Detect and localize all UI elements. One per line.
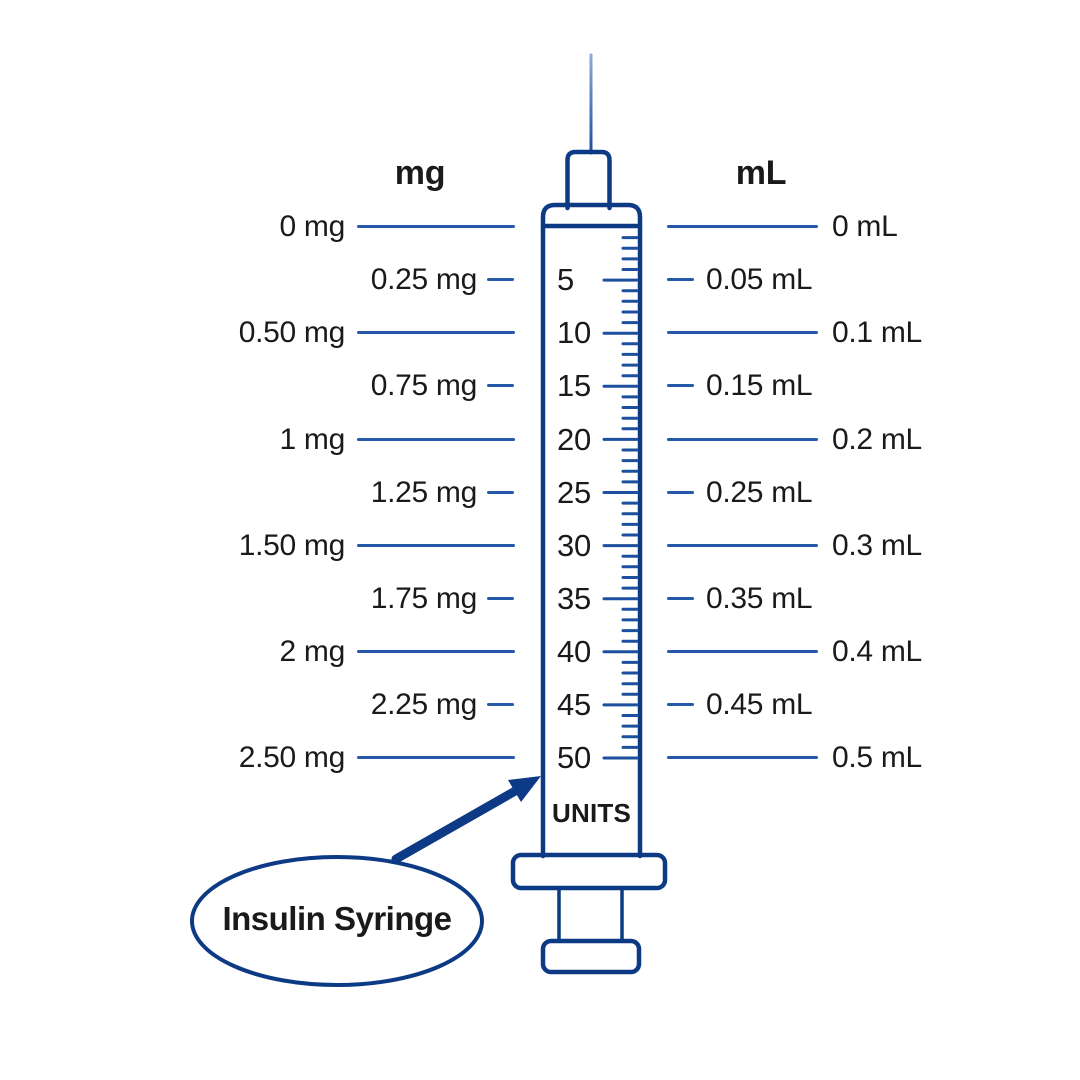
ml-label: 0.4 mL — [832, 635, 922, 668]
mg-label: 0.75 mg — [370, 369, 477, 402]
mg-label: 1.50 mg — [238, 529, 345, 562]
ml-label: 0.45 mL — [706, 688, 813, 721]
ml-scale-line — [667, 331, 818, 334]
mg-scale-line — [357, 225, 515, 228]
ml-scale-line — [667, 544, 818, 547]
callout-text: Insulin Syringe — [222, 900, 452, 937]
needle-hub — [568, 152, 610, 208]
ml-label: 0.1 mL — [832, 316, 922, 349]
ml-scale-dash — [667, 278, 694, 281]
ml-column-header: mL — [735, 154, 787, 192]
ml-scale-line — [667, 756, 818, 759]
mg-label: 2.50 mg — [238, 741, 345, 774]
mg-scale-dash — [487, 278, 514, 281]
units-caption: UNITS — [552, 798, 631, 828]
ml-label: 0.35 mL — [706, 582, 813, 615]
plunger-thumb-rest — [543, 941, 639, 972]
ml-label: 0.15 mL — [706, 369, 813, 402]
ml-scale-dash — [667, 384, 694, 387]
mg-scale-dash — [487, 597, 514, 600]
mg-scale-dash — [487, 491, 514, 494]
mg-column-header: mg — [394, 154, 446, 192]
ml-scale-dash — [667, 597, 694, 600]
mg-scale-line — [357, 331, 515, 334]
ml-scale-line — [667, 438, 818, 441]
mg-label: 1 mg — [279, 423, 345, 456]
mg-label: 2.25 mg — [370, 688, 477, 721]
ml-label: 0.2 mL — [832, 423, 922, 456]
barrel-flange — [513, 855, 665, 888]
unit-number: 45 — [557, 687, 591, 722]
unit-number: 35 — [557, 581, 591, 616]
mg-scale-dash — [487, 703, 514, 706]
unit-number: 25 — [557, 475, 591, 510]
plunger-rod — [559, 888, 622, 941]
unit-number: 5 — [557, 262, 574, 297]
mg-label: 2 mg — [279, 635, 345, 668]
unit-number: 40 — [557, 634, 591, 669]
ml-label: 0.5 mL — [832, 741, 922, 774]
unit-number: 15 — [557, 368, 591, 403]
ml-label: 0.25 mL — [706, 476, 813, 509]
unit-number: 30 — [557, 528, 591, 563]
ml-scale-dash — [667, 491, 694, 494]
ml-label: 0 mL — [832, 210, 898, 243]
callout-arrow-shaft — [396, 790, 517, 859]
ml-scale-dash — [667, 703, 694, 706]
ml-scale-line — [667, 225, 818, 228]
mg-scale-line — [357, 438, 515, 441]
mg-label: 0.50 mg — [238, 316, 345, 349]
unit-number: 20 — [557, 422, 591, 457]
mg-label: 0 mg — [279, 210, 345, 243]
mg-scale-dash — [487, 384, 514, 387]
mg-scale-line — [357, 544, 515, 547]
mg-label: 0.25 mg — [370, 263, 477, 296]
unit-number: 50 — [557, 740, 591, 775]
ml-label: 0.3 mL — [832, 529, 922, 562]
mg-label: 1.25 mg — [370, 476, 477, 509]
mg-scale-line — [357, 650, 515, 653]
ml-scale-line — [667, 650, 818, 653]
mg-scale-line — [357, 756, 515, 759]
ml-label: 0.05 mL — [706, 263, 813, 296]
mg-label: 1.75 mg — [370, 582, 477, 615]
unit-number: 10 — [557, 315, 591, 350]
